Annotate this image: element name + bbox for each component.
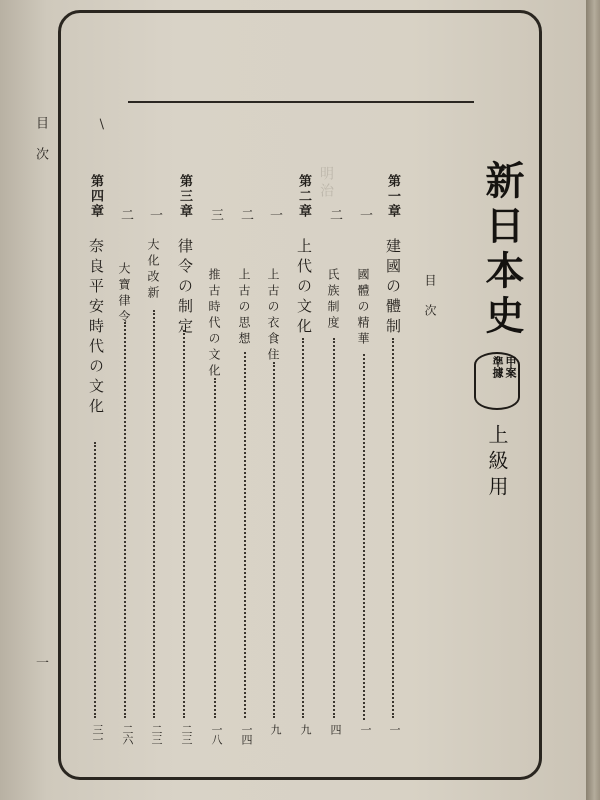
margin-page-number: 一 xyxy=(36,656,50,671)
page-number: 一 xyxy=(359,724,372,734)
section-number: 一 xyxy=(267,208,282,221)
margin-slash: / xyxy=(96,117,109,132)
top-rule xyxy=(128,101,474,103)
leader-dots xyxy=(333,338,335,718)
book-title: 新日本史 xyxy=(479,160,525,340)
page-number: 二六 xyxy=(121,724,134,744)
section-number: 一 xyxy=(147,208,162,221)
bleed-through: 明治 xyxy=(318,166,334,200)
chapter-label: 第四章 xyxy=(88,174,103,219)
page-border xyxy=(58,10,542,780)
leader-dots xyxy=(244,352,246,718)
section-number: 一 xyxy=(357,208,372,221)
leader-dots xyxy=(153,310,155,718)
section-number: 二 xyxy=(118,208,133,221)
section-number: 三 xyxy=(208,208,223,221)
section-title: 氏族制度 xyxy=(326,268,340,332)
page-number: 九 xyxy=(299,724,312,734)
leader-dots xyxy=(302,338,304,718)
leader-dots xyxy=(183,330,185,718)
subtitle-annotation xyxy=(480,356,516,378)
leader-dots xyxy=(363,354,365,720)
book-level: 上級用 xyxy=(485,424,509,502)
leader-dots xyxy=(214,378,216,718)
chapter-title: 上代の文化 xyxy=(295,238,313,338)
leader-dots xyxy=(94,442,96,718)
subtitle-col1: 甲案 xyxy=(504,356,517,378)
section-title: 大寶律令 xyxy=(117,262,131,326)
chapter-title: 律令の制定 xyxy=(176,238,194,338)
margin-label: 目次 xyxy=(33,116,48,178)
chapter-label: 第一章 xyxy=(385,174,400,219)
facing-page-edge xyxy=(586,0,600,800)
leader-dots xyxy=(392,338,394,718)
page-number: 九 xyxy=(269,724,282,734)
subtitle-col2: 準據 xyxy=(491,356,504,378)
page-number: 一 xyxy=(388,724,401,734)
page-number: 三一 xyxy=(91,724,104,744)
chapter-title: 建國の體制 xyxy=(384,238,402,338)
page-number: 一八 xyxy=(210,724,223,744)
chapter-label: 第三章 xyxy=(177,174,192,219)
leader-dots xyxy=(273,362,275,718)
page-number: 四 xyxy=(329,724,342,734)
section-number: 二 xyxy=(327,208,342,221)
section-title: 上古の思想 xyxy=(237,268,251,348)
page-number: 二三 xyxy=(180,724,193,744)
section-title: 推古時代の文化 xyxy=(207,268,221,380)
page-number: 二三 xyxy=(150,724,163,744)
chapter-label: 第二章 xyxy=(296,174,311,219)
section-title: 上古の衣食住 xyxy=(266,268,280,364)
leader-dots xyxy=(124,322,126,718)
section-number: 二 xyxy=(238,208,253,221)
section-title: 國體の精華 xyxy=(356,268,370,348)
chapter-title: 奈良平安時代の文化 xyxy=(87,238,105,418)
section-title: 大化改新 xyxy=(146,238,160,302)
page-number: 一四 xyxy=(240,724,253,744)
toc-heading: 目次 xyxy=(423,274,437,334)
